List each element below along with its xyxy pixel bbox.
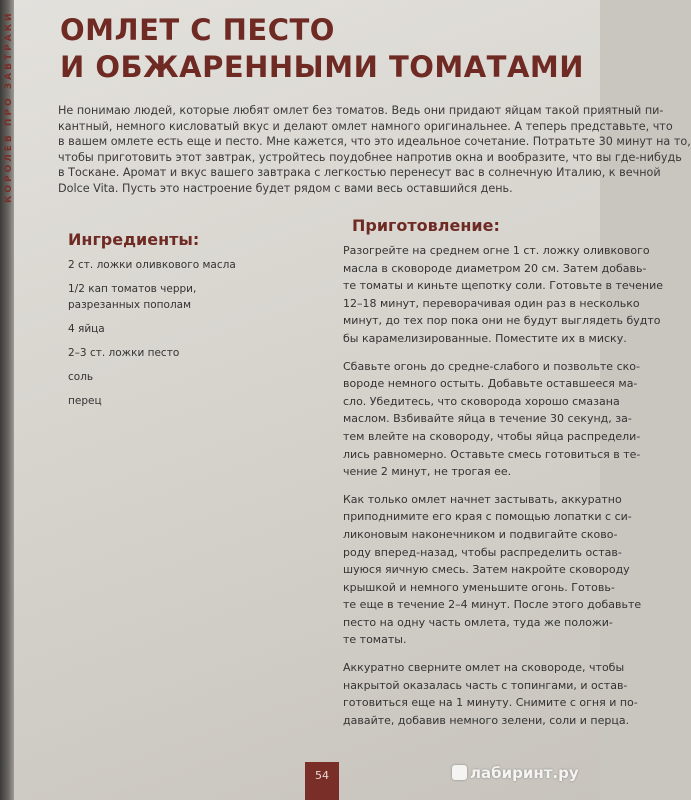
intro-line: Dolce Vita. Пусть это настроение будет рядом с вами весь оставшийся день. — [58, 181, 513, 195]
intro-line: в вашем омлете есть еще и песто. Мне кажется, что это идеальное сочетание. Потратьте 30 минут на то, — [58, 135, 691, 148]
step-line: те еще в течение 2–4 минут. После этого добавьте — [343, 598, 642, 612]
intro-paragraph — [58, 103, 691, 196]
preparation-step-3 — [343, 491, 642, 649]
step-line: Разогрейте на среднем огне 1 ст. ложку оливкового — [343, 244, 650, 257]
intro-line: Не понимаю людей, которые любят омлет без томатов. Ведь они придают яйцам такой приятный пи- — [58, 104, 664, 117]
step-line: роду вперед-назад, чтобы распределить остав- — [343, 545, 622, 559]
preparation-step-1 — [343, 242, 664, 348]
step-line: тем влейте на сковороду, чтобы яйца распредели- — [343, 429, 641, 443]
step-line: маслом. Взбивайте яйца в течение 30 секунд, за- — [343, 412, 632, 426]
intro-line: в Тоскане. Аромат и вкус вашего завтрака с легкостью перенесут вас в солнечную Италию, к вечной — [58, 166, 661, 179]
step-line: те томаты. — [343, 633, 407, 647]
step-line: Аккуратно сверните омлет на сковороде, чтобы — [343, 661, 625, 675]
ingredient-item: 4 яйца — [68, 323, 105, 335]
step-line: ликоновым наконечником и подвигайте сково- — [343, 527, 618, 541]
step-line: Сбавьте огонь до средне-слабого и позвольте ско- — [343, 359, 640, 373]
step-line: шуюся яичную смесь. Затем накройте сковороду — [343, 563, 630, 577]
preparation-step-2 — [343, 358, 641, 481]
step-line: лись равномерно. Оставьте смесь готовиться в те- — [343, 447, 641, 461]
step-line: минут, до тех пор пока они не будут выглядеть будто — [343, 314, 661, 328]
step-line: масла в сковороде диаметром 20 см. Затем добавь- — [343, 261, 647, 275]
step-line: 12–18 минут, переворачивая один раз в несколько — [343, 296, 640, 310]
preparation-heading: Приготовление: — [352, 216, 500, 235]
recipe-title — [60, 12, 585, 86]
watermark-text: лабиринт.ру — [470, 764, 579, 782]
labirint-watermark — [452, 764, 579, 782]
step-line: чение 2 минут, не трогая ее. — [343, 465, 512, 479]
ingredient-item: соль — [68, 371, 94, 383]
step-line: сло. Убедитесь, что сковорода хорошо смазана — [343, 394, 620, 408]
labirint-logo-icon — [452, 765, 467, 780]
step-line: готовиться еще на 1 минуту. Снимите с огня и по- — [343, 696, 638, 710]
step-line: вороде немного остыть. Добавьте оставшееся ма- — [343, 377, 638, 391]
preparation-steps — [343, 242, 664, 739]
ingredient-item: 2 ст. ложки оливкового масла — [68, 259, 236, 271]
ingredients-list — [68, 257, 268, 417]
step-line: приподнимите его края с помощью лопатки с си- — [343, 510, 632, 524]
step-line: бы карамелизированные. Поместите их в миску. — [343, 331, 627, 345]
step-line: песто на одну часть омлета, туда же положи- — [343, 615, 613, 629]
step-line: Как только омлет начнет застывать, аккуратно — [343, 492, 622, 506]
step-line: накрытой оказалась часть с топингами, и остав- — [343, 678, 628, 692]
intro-line: кантный, немного кисловатый вкус и делают омлет намного оригинальнее. А теперь представьте, что — [58, 119, 673, 133]
ingredients-heading: Ингредиенты: — [68, 230, 200, 249]
recipe-title-line-1: ОМЛЕТ С ПЕСТО — [60, 13, 335, 47]
ingredient-item: 2–3 ст. ложки песто — [68, 347, 180, 359]
ingredient-item: 1/2 кап томатов черри, разрезанных пополам — [68, 283, 197, 311]
running-head: КОРОЛЕВ ПРО ЗАВТРАКИ — [4, 10, 14, 203]
ingredient-item: перец — [68, 395, 102, 407]
recipe-title-line-2: И ОБЖАРЕННЫМИ ТОМАТАМИ — [60, 50, 585, 84]
intro-line: чтобы приготовить этот завтрак, устройтесь поудобнее напротив окна и вообразите, что вы где-нибудь — [58, 150, 682, 164]
preparation-step-4 — [343, 659, 638, 729]
step-line: крышкой и немного уменьшите огонь. Готовь- — [343, 580, 615, 594]
step-line: давайте, добавив немного зелени, соли и перца. — [343, 713, 630, 727]
page-number: 54 — [305, 762, 339, 800]
step-line: те томаты и киньте щепотку соли. Готовьте в течение — [343, 279, 664, 293]
